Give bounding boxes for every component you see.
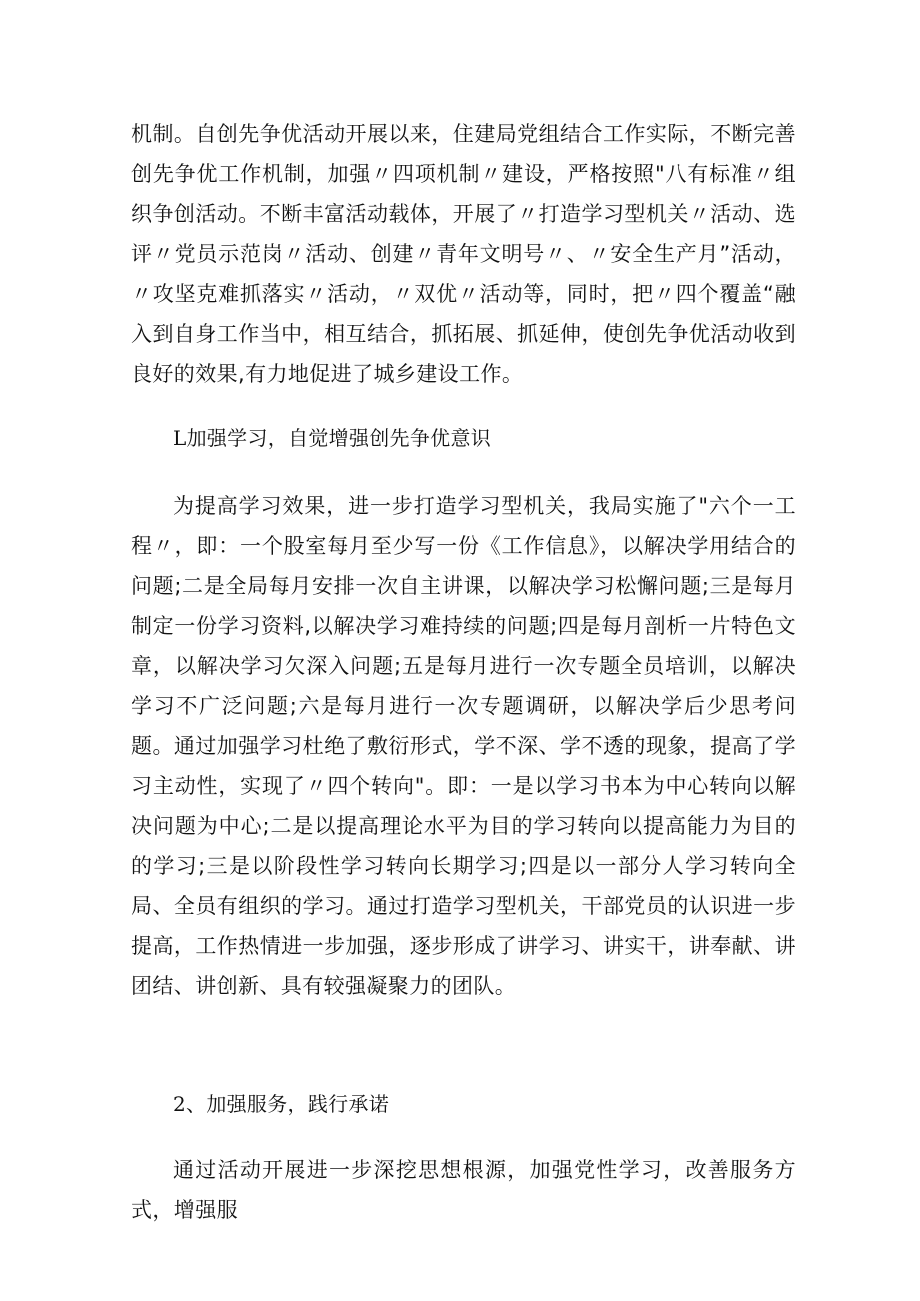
section-heading-study: L加强学习，自觉增强创先争优意识	[173, 426, 492, 450]
paragraph-mechanism: 机制。自创先争优活动开展以来，住建局党组结合工作实际，不断完善创先争优工作机制，加强〃四项机制〃建设，严格按照"八有标准〃组织争创活动。不断丰富活动载体，开展了〃打造学习型机关〃活动、选评〃党员示范岗〃活动、创建〃青年文明号〃、〃安全生产月”活动，〃攻坚克难抓落实〃活动，〃双优〃活动等，同时，把〃四个覆盖“融入到自身工作当中，相互结合，抓拓展、抓延伸，使创先争优活动收到良好的效果,有力地促进了城乡建设工作。	[131, 122, 796, 386]
section-heading-service: 2、加强服务，践行承诺	[173, 1092, 390, 1116]
paragraph-service: 通过活动开展进一步深挖思想根源，加强党性学习，改善服务方式，增强服	[131, 1158, 796, 1222]
paragraph-study: 为提高学习效果，进一步打造学习型机关，我局实施了"六个一工程〃，即：一个股室每月至少写一份《工作信息》，以解决学用结合的问题;二是全局每月安排一次自主讲课，以解决学习松懈问题;三是每月制定一份学习资料,以解决学习难持续的问题;四是每月剖析一片特色文章，以解决学习欠深入问题;五是每月进行一次专题全员培训，以解决学习不广泛问题;六是每月进行一次专题调研，以解决学后少思考问题。通过加强学习杜绝了敷衍形式，学不深、学不透的现象，提高了学习主动性，实现了〃四个转向"。即：一是以学习书本为中心转向以解决问题为中心;二是以提高理论水平为目的学习转向以提高能力为目的的学习;三是以阶段性学习转向长期学习;四是以一部分人学习转向全局、全员有组织的学习。通过打造学习型机关，干部党员的认识进一步提高，工作热情进一步加强，逐步形成了讲学习、讲实干，讲奉献、讲团结、讲创新、具有较强凝聚力的团队。	[131, 494, 796, 998]
